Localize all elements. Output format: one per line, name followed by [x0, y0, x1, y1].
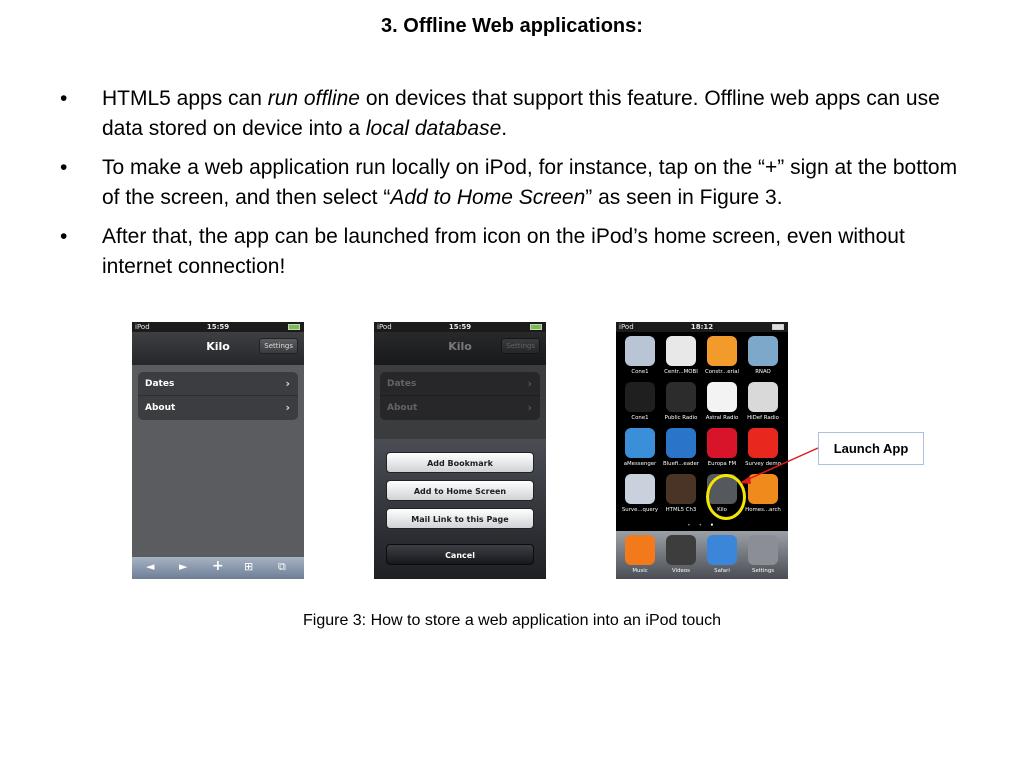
carrier-label: iPod — [377, 323, 392, 331]
app-icon-label: Surve...query — [621, 507, 659, 513]
chevron-right-icon: › — [527, 401, 532, 414]
launch-app-callout: Launch App — [818, 432, 924, 465]
bullet-marker: • — [60, 225, 68, 248]
app-icon-label: Videos — [672, 568, 690, 574]
bullet-marker: • — [60, 87, 68, 110]
bullet-text: . — [501, 117, 508, 140]
clock-label: 18:12 — [690, 323, 714, 331]
figure-caption: Figure 3: How to store a web application into an iPod touch — [302, 612, 722, 629]
app-icon-label: HTML5 Ch3 — [665, 507, 697, 513]
clock-label: 15:59 — [206, 323, 230, 331]
pages-icon[interactable]: ⧉ — [278, 560, 286, 573]
back-icon[interactable]: ◄ — [146, 560, 155, 573]
clock-label: 15:59 — [448, 323, 472, 331]
app-icon-label: Cone1 — [631, 415, 649, 421]
app-icon-label: Cone1 — [631, 369, 649, 375]
app-icon-label: aMessenger — [623, 461, 657, 467]
settings-button[interactable]: Settings — [501, 338, 540, 354]
page-indicator: • • • — [687, 522, 717, 529]
app-icon-label: Europa FM — [707, 461, 737, 467]
app-icon-label: Settings — [751, 568, 775, 574]
app-icon-label: Homes...arch — [745, 507, 781, 513]
cancel-button[interactable]: Cancel — [386, 544, 534, 565]
carrier-label: iPod — [135, 323, 150, 331]
nav-title: Kilo — [206, 340, 230, 353]
carrier-label: iPod — [619, 323, 634, 331]
app-icon-label: HiDef Radio — [747, 415, 779, 421]
app-icon-label: Music — [632, 568, 648, 574]
bullet-marker: • — [60, 156, 68, 179]
app-icon-label: Centr...MOBI — [664, 369, 698, 375]
bullet-text: To make a web application run locally on iPod, for instance, tap on the “+” sign at the bottom of the screen, and then select “ — [102, 156, 958, 209]
list-item-label: Dates — [145, 379, 175, 389]
list-item-label: Dates — [387, 379, 417, 389]
app-icon-label: Bluefi...eader — [662, 461, 700, 467]
app-icon-label: Safari — [714, 568, 730, 574]
bullet-text: on devices that support this feature. Offline web apps can use data stored on device into a — [102, 87, 940, 140]
emphasized-text: run offline — [267, 87, 360, 110]
forward-icon[interactable]: ► — [179, 560, 188, 573]
page-title: 3. Offline Web applications: — [381, 15, 643, 37]
bullet-text: After that, the app can be launched from icon on the iPod’s home screen, even without internet connection! — [102, 225, 905, 278]
app-icon-label: RNAO — [755, 369, 771, 375]
add-to-home-screen-button[interactable]: Add to Home Screen — [386, 480, 534, 501]
emphasized-text: local database — [365, 117, 502, 140]
chevron-right-icon: › — [285, 401, 290, 414]
add-bookmark-button[interactable]: Add Bookmark — [386, 452, 534, 473]
emphasized-text: Add to Home Screen — [390, 186, 586, 209]
chevron-right-icon: › — [285, 377, 290, 390]
app-icon-label: Constr...erial — [704, 369, 740, 375]
bullet-text: HTML5 apps can — [102, 87, 268, 110]
settings-button[interactable]: Settings — [259, 338, 298, 354]
bullet-text: ” as seen in Figure 3. — [585, 186, 783, 209]
app-icon-label: Survey demo — [745, 461, 781, 467]
bookmarks-icon[interactable]: ⊞ — [244, 560, 254, 573]
app-icon-label: Public Radio — [664, 415, 698, 421]
list-item-label: About — [145, 403, 176, 413]
nav-title: Kilo — [448, 340, 472, 353]
add-icon[interactable]: + — [212, 558, 224, 574]
list-item-label: About — [387, 403, 418, 413]
app-icon-label: Astral Radio — [705, 415, 739, 421]
chevron-right-icon: › — [527, 377, 532, 390]
app-icon-label: Kilo — [717, 507, 727, 513]
mail-link-button[interactable]: Mail Link to this Page — [386, 508, 534, 529]
